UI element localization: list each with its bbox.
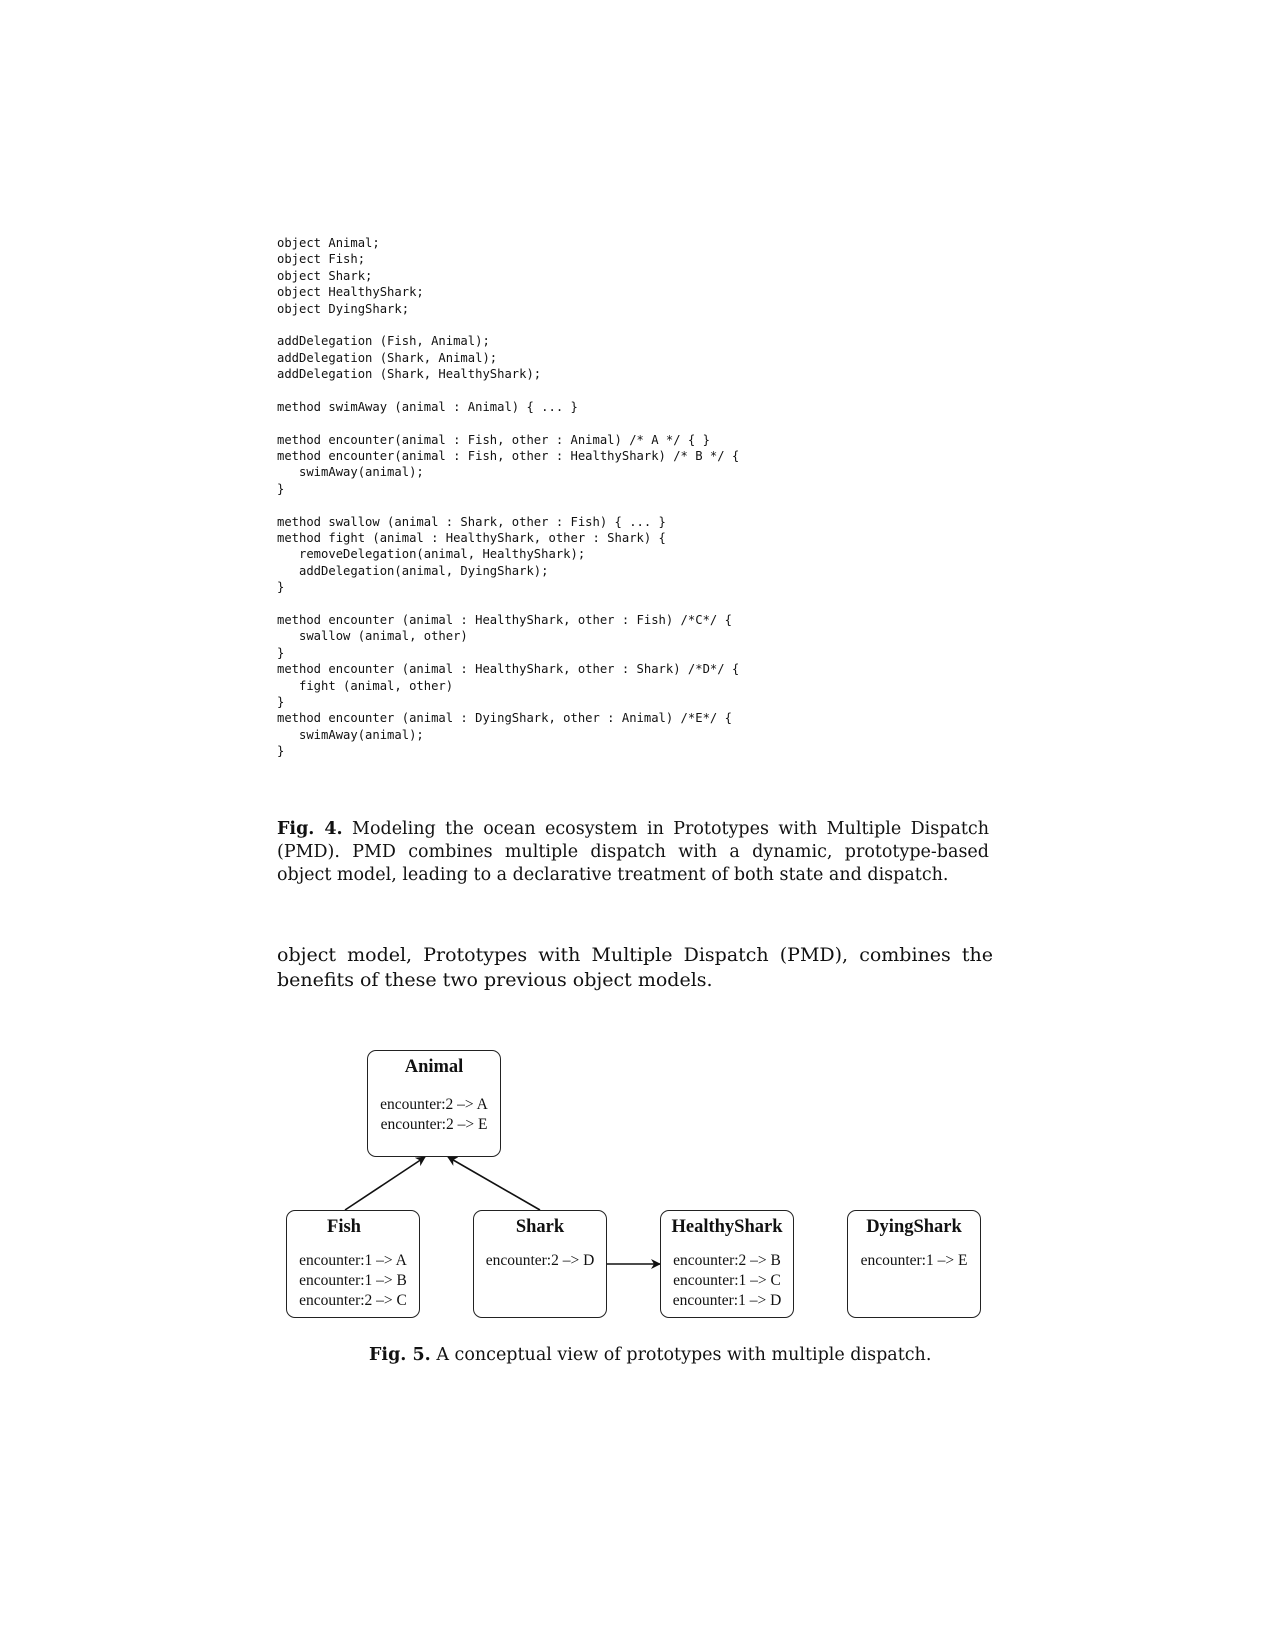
code-line: } bbox=[277, 694, 285, 709]
code-line bbox=[277, 317, 739, 333]
figure-4-caption bbox=[277, 818, 989, 887]
figure-5-caption-text: A conceptual view of prototypes with multiple dispatch. bbox=[436, 1345, 932, 1365]
code-line: addDelegation (Shark, HealthyShark); bbox=[277, 367, 542, 382]
method-entry: encounter:1 –> D bbox=[672, 1292, 782, 1309]
figure-5-caption bbox=[369, 1344, 931, 1366]
code-line: object Animal; bbox=[277, 236, 380, 250]
node-dyingshark-title: DyingShark bbox=[866, 1217, 962, 1237]
code-line: object Shark; bbox=[277, 268, 373, 283]
body-paragraph: object model, Prototypes with Multiple Dispatch (PMD), combines the benefits of these two previous object models. bbox=[277, 944, 993, 991]
code-line: method encounter (animal : DyingShark, other : Animal) /*E*/ { bbox=[277, 711, 732, 726]
method-entry: encounter:2 –> A bbox=[380, 1096, 488, 1113]
code-line: swimAway(animal); bbox=[277, 465, 424, 480]
code-line bbox=[277, 497, 739, 513]
edge-shark-to-animal bbox=[448, 1157, 540, 1210]
method-entry: encounter:1 –> C bbox=[673, 1272, 781, 1289]
code-line: method fight (animal : HealthyShark, other : Shark) { bbox=[277, 531, 666, 546]
code-line: removeDelegation(animal, HealthyShark); bbox=[277, 547, 586, 562]
method-entry: encounter:2 –> E bbox=[380, 1116, 488, 1133]
node-dyingshark bbox=[847, 1210, 981, 1318]
code-line: } bbox=[277, 580, 285, 595]
figure-4-label: Fig. 4. bbox=[277, 819, 343, 839]
code-line: method encounter(animal : Fish, other : HealthyShark) /* B */ { bbox=[277, 449, 740, 464]
code-line: object HealthyShark; bbox=[277, 285, 424, 300]
code-line: addDelegation (Fish, Animal); bbox=[277, 334, 490, 349]
node-shark bbox=[473, 1210, 607, 1318]
method-entry: encounter:1 –> A bbox=[299, 1252, 407, 1269]
method-entry: encounter:1 –> B bbox=[299, 1272, 407, 1289]
code-line bbox=[277, 596, 739, 612]
code-line: addDelegation(animal, DyingShark); bbox=[277, 563, 549, 578]
node-fish-title: Fish bbox=[327, 1217, 361, 1237]
code-line: swallow (animal, other) bbox=[277, 629, 468, 644]
node-shark-title: Shark bbox=[515, 1217, 565, 1237]
method-entry: encounter:2 –> C bbox=[299, 1292, 407, 1309]
node-healthyshark-methods bbox=[661, 1251, 793, 1311]
method-entry: encounter:2 –> B bbox=[673, 1252, 781, 1269]
node-healthyshark-title: HealthyShark bbox=[671, 1217, 783, 1237]
code-line: object Fish; bbox=[277, 252, 366, 267]
edge-fish-to-animal bbox=[345, 1157, 425, 1210]
code-line: method encounter(animal : Fish, other : Animal) /* A */ { } bbox=[277, 432, 710, 447]
code-line: method encounter (animal : HealthyShark, other : Shark) /*D*/ { bbox=[277, 662, 740, 677]
method-entry: encounter:2 –> D bbox=[485, 1252, 595, 1269]
figure-4-caption-text: Modeling the ocean ecosystem in Prototypes with Multiple Dispatch (PMD). PMD combines multiple dispatch with a dynamic, prototype-based object model, leading to a declarative treatment of both state and dispatch. bbox=[277, 819, 989, 885]
code-line: method swallow (animal : Shark, other : Fish) { ... } bbox=[277, 514, 666, 529]
code-line: swimAway(animal); bbox=[277, 727, 424, 742]
node-dyingshark-methods bbox=[848, 1251, 980, 1271]
node-animal bbox=[367, 1050, 501, 1157]
code-line bbox=[277, 383, 739, 399]
node-animal-methods bbox=[368, 1095, 500, 1135]
code-listing bbox=[277, 235, 739, 760]
code-line: } bbox=[277, 645, 285, 660]
code-line: method encounter (animal : HealthyShark, other : Fish) /*C*/ { bbox=[277, 612, 732, 627]
code-line bbox=[277, 415, 739, 431]
node-animal-title: Animal bbox=[404, 1057, 464, 1077]
code-line: fight (animal, other) bbox=[277, 678, 454, 693]
code-line: } bbox=[277, 481, 285, 496]
method-entry: encounter:1 –> E bbox=[860, 1252, 968, 1269]
code-line: addDelegation (Shark, Animal); bbox=[277, 350, 498, 365]
node-fish-methods bbox=[287, 1251, 419, 1311]
code-line: object DyingShark; bbox=[277, 301, 410, 316]
node-healthyshark bbox=[660, 1210, 794, 1318]
node-shark-methods bbox=[474, 1251, 606, 1271]
figure-5-label: Fig. 5. bbox=[369, 1345, 431, 1365]
node-fish bbox=[286, 1210, 420, 1318]
code-line: method swimAway (animal : Animal) { ... } bbox=[277, 399, 578, 414]
code-line: } bbox=[277, 744, 285, 759]
